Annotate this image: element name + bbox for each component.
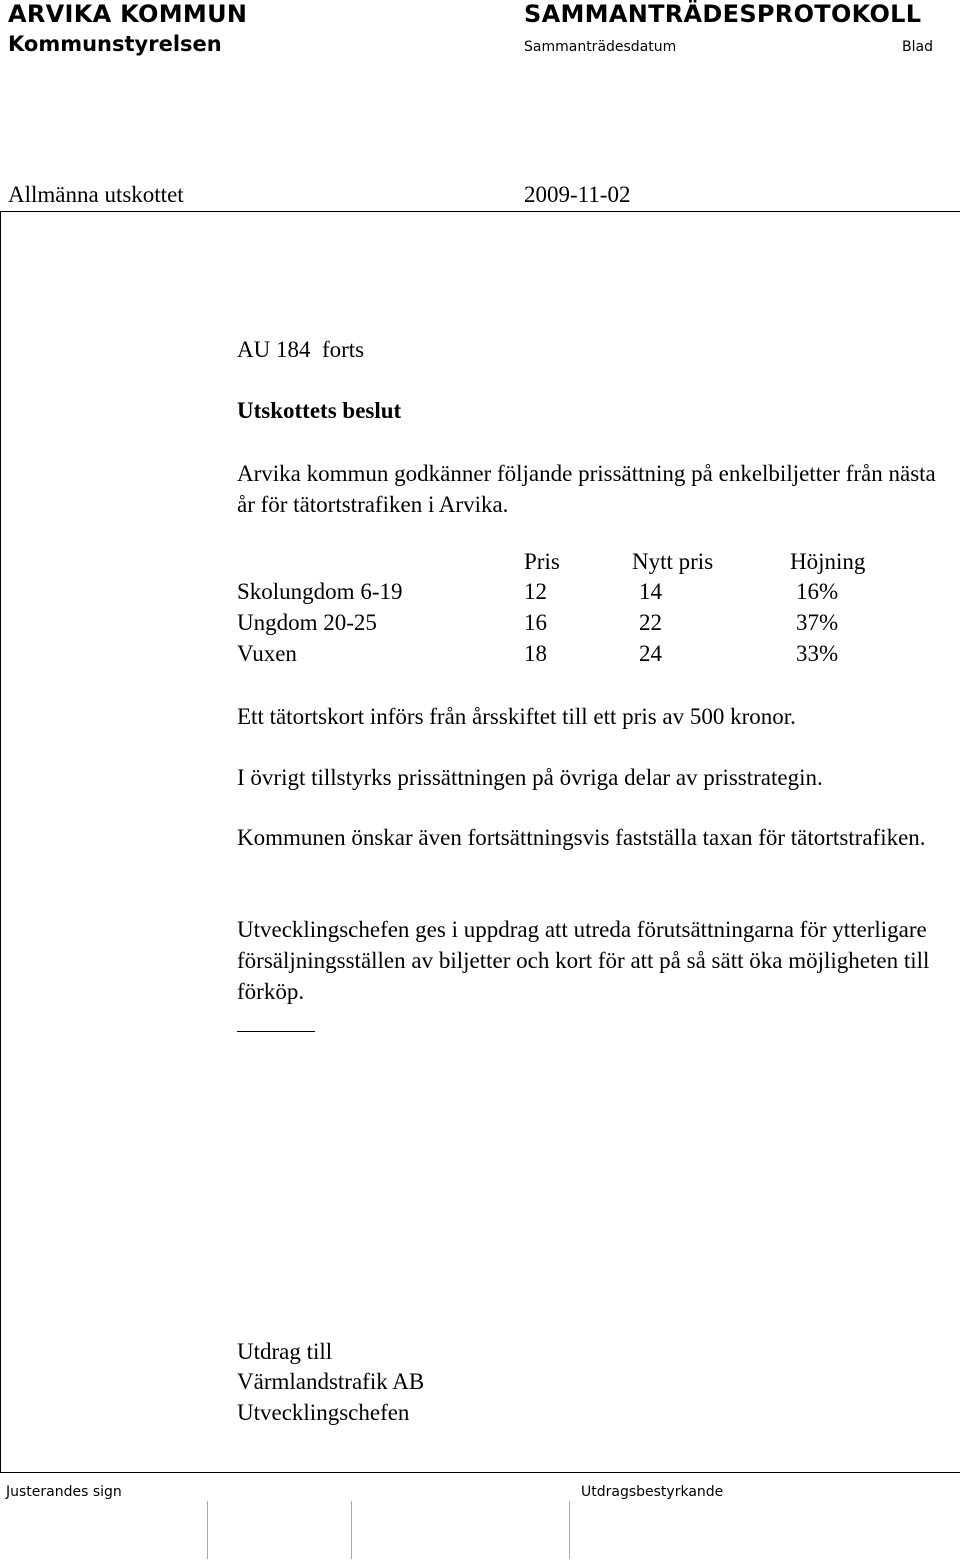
other-paragraph: I övrigt tillstyrks prissättningen på övriga delar av prisstrategin. [237,765,823,790]
recipient: Värmlandstrafik AB [237,1369,425,1394]
signature-box-divider [351,1501,352,1559]
column-header-price: Pris [524,549,560,574]
card-paragraph: Ett tätortskort införs från årsskiftet till ett pris av 500 kronor. [237,704,796,729]
row-price: 12 [524,579,547,604]
meeting-date-label: Sammanträdesdatum [524,39,677,55]
page-label: Blad [902,39,933,55]
row-category: Ungdom 20-25 [237,610,377,635]
paragraph-reference: AU 184 forts [237,337,365,362]
section-end-rule [237,1031,315,1032]
meeting-date: 2009-11-02 [524,182,631,207]
development-chief-paragraph: Utvecklingschefen ges i uppdrag att utreda förutsättningarna för ytterligare försäljningsställen av biljetter och kort för att på så sätt öka möjligheten till förköp. [237,917,930,1004]
frame-left-rule [0,211,1,1473]
frame-bottom-rule [0,1472,960,1473]
document-type: SAMMANTRÄDESPROTOKOLL [524,0,922,28]
intro-paragraph: Arvika kommun godkänner följande prissättning på enkelbiljetter från nästa år för tätortstrafiken i Arvika. [237,461,936,517]
row-price: 18 [524,641,547,666]
column-header-new-price: Nytt pris [632,549,714,574]
municipal-paragraph: Kommunen önskar även fortsättningsvis fastställa taxan för tätortstrafiken. [237,825,926,850]
signature-box-divider [207,1501,208,1559]
extract-heading: Utdrag till [237,1339,333,1364]
row-price: 16 [524,610,547,635]
row-increase: 33% [796,641,839,666]
recipient: Utvecklingschefen [237,1400,410,1425]
signer-label: Justerandes sign [6,1484,122,1500]
column-header-increase: Höjning [790,549,866,574]
row-increase: 37% [796,610,839,635]
committee-name: Allmänna utskottet [8,182,184,207]
signature-box-divider [569,1501,570,1559]
row-category: Skolungdom 6-19 [237,579,403,604]
frame-top-rule [0,211,960,212]
row-increase: 16% [796,579,839,604]
row-new-price: 22 [639,610,662,635]
certifier-label: Utdragsbestyrkande [581,1484,724,1500]
organization-unit: Kommunstyrelsen [8,32,222,56]
organization-name: ARVIKA KOMMUN [8,0,248,28]
row-new-price: 24 [639,641,662,666]
row-new-price: 14 [639,579,662,604]
row-category: Vuxen [237,641,297,666]
decision-heading: Utskottets beslut [237,398,402,423]
